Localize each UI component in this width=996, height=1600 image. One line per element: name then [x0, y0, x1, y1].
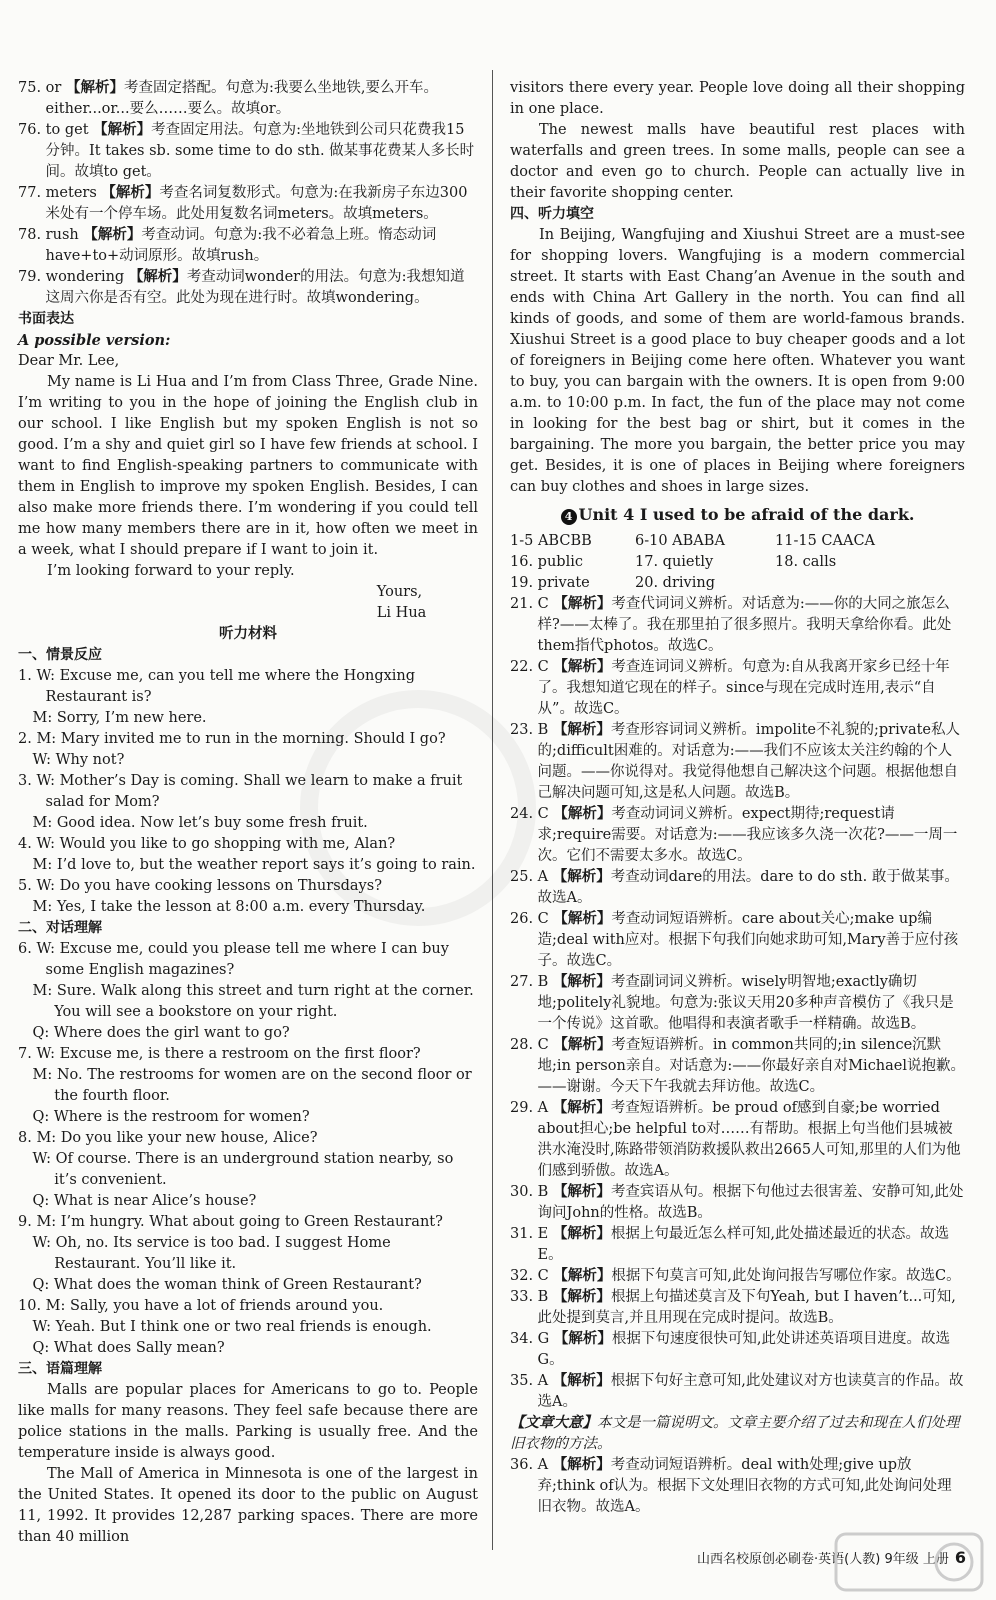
- answer-key-row: [510, 531, 965, 552]
- answer-number: 35. A: [510, 1373, 549, 1389]
- answer-item: [510, 1182, 965, 1224]
- dialog-line: 5. W: Do you have cooking lessons on Thursdays?: [18, 878, 382, 894]
- dialog-line: W: Oh, no. Its service is too bad. I suggest Home Restaurant. You’ll like it.: [32, 1235, 391, 1272]
- answer-item: [510, 657, 965, 720]
- dialog-line: W: Why not?: [32, 752, 125, 768]
- answer-key-grid: [510, 531, 965, 594]
- answer-item: [18, 183, 478, 225]
- dialog-line: 9. M: I’m hungry. What about going to Green Restaurant?: [18, 1214, 443, 1230]
- analysis-tag: 【解析】: [553, 659, 612, 675]
- summary-text: 本文是一篇说明文。文章主要介绍了过去和现在人们处理旧衣物的方法。: [510, 1415, 960, 1452]
- answer-key-cell: 18. calls: [775, 554, 837, 570]
- analysis-text: 考查短语辨析。in common共同的;in silence沉默地;in person亲自。对话意为:——你最好亲自对Michael说抱歉。——谢谢。今天下午我就去拜访他。故选C。: [537, 1037, 966, 1095]
- analysis-text: 根据上句描述莫言及下句Yeah, but I haven’t...可知,此处提到莫言,并且用现在完成时提问。故选B。: [537, 1289, 956, 1326]
- answer-number: 76. to get: [18, 122, 89, 138]
- dialog-line: Q: What is near Alice’s house?: [32, 1193, 257, 1209]
- answer-key-cell: 19. private: [510, 575, 590, 591]
- corner-stamp-logo: [834, 1532, 984, 1592]
- analysis-text: 考查动词短语辨析。care about关心;make up编造;deal with应对。根据下句我们向她求助可知,Mary善于应付孩子。故选C。: [537, 911, 959, 969]
- answer-number: 21. C: [510, 596, 549, 612]
- answer-item: [510, 1266, 965, 1287]
- answer-list-75-79: [18, 78, 478, 309]
- analysis-tag: 【解析】: [552, 1457, 611, 1473]
- analysis-text: 考查固定搭配。句意为:我要么坐地铁,要么开车。either...or...要么……要么。故填or。: [45, 80, 438, 117]
- left-column: [18, 78, 478, 1548]
- analysis-tag: 【解析】: [553, 1037, 612, 1053]
- answer-item: [510, 1035, 965, 1098]
- analysis-tag: 【解析】: [65, 80, 124, 96]
- analysis-tag: 【解析】: [552, 722, 611, 738]
- letter-signature: Li Hua: [376, 605, 427, 621]
- answer-item: [510, 867, 965, 909]
- analysis-text: 考查副词词义辨析。wisely明智地;exactly确切地;politely礼貌地。句意为:张议天用20多种声音模仿了《我只是一个传说》这首歌。他唱得和表演者歌手一样精确。故选B。: [537, 974, 954, 1032]
- article-summary: [510, 1413, 965, 1455]
- dialog-line: 10. M: Sally, you have a lot of friends around you.: [18, 1298, 384, 1314]
- section-1-dialogs: [18, 666, 478, 918]
- dialog-line: 2. M: Mary invited me to run in the morning. Should I go?: [18, 731, 446, 747]
- listening-title: 听力材料: [219, 626, 277, 642]
- analysis-tag: 【解析】: [553, 1331, 612, 1347]
- analysis-tag: 【解析】: [552, 869, 611, 885]
- answer-key-cell: 11-15 CAACA: [775, 533, 876, 549]
- answer-list-21-35: [510, 594, 965, 1413]
- summary-tag: 【文章大意】: [510, 1415, 597, 1431]
- analysis-tag: 【解析】: [101, 185, 160, 201]
- answer-item: [18, 120, 478, 183]
- analysis-tag: 【解析】: [553, 596, 612, 612]
- analysis-text: 考查动词词义辨析。expect期待;request请求;require需要。对话意为:——我应该多久浇一次花?——一周一次。它们不需要太多水。故选C。: [537, 806, 958, 864]
- answer-number: 36. A: [510, 1457, 549, 1473]
- answer-number: 24. C: [510, 806, 549, 822]
- answer-number: 29. A: [510, 1100, 549, 1116]
- analysis-text: 考查形容词词义辨析。impolite不礼貌的;private私人的;difficult困难的。对话意为:——我们不应该太关注约翰的个人问题。——你说得对。我觉得他想自己解决这个问题。根据他想自己解决问题可知,这是私人问题。故选B。: [537, 722, 960, 801]
- section-3-title: 三、语篇理解: [18, 1361, 102, 1377]
- analysis-tag: 【解析】: [552, 1373, 611, 1389]
- section-2-title: 二、对话理解: [18, 920, 102, 936]
- answer-key-cell: 20. driving: [635, 575, 715, 591]
- passage-malls-p2: The Mall of America in Minnesota is one of the largest in the United States. It opened its door to the public on August 11, 1992. It provides 12,287 parking spaces. There are more than 40 million: [18, 1466, 478, 1545]
- unit-title: Unit 4 I used to be afraid of the dark.: [578, 505, 915, 524]
- answer-number: 79. wondering: [18, 269, 125, 285]
- dialog-line: 4. W: Would you like to go shopping with me, Alan?: [18, 836, 396, 852]
- dialog-line: W: Yeah. But I think one or two real friends is enough.: [32, 1319, 432, 1335]
- analysis-text: 考查短语辨析。be proud of感到自豪;be worried about担心;be helpful to对……有帮助。根据上句当他们县城被洪水淹没时,陈路带领消防救援队救出2665人可知,那里的人们为他们感到骄傲。故选A。: [537, 1100, 961, 1179]
- right-column: [510, 78, 965, 1518]
- letter-closing: Yours,: [376, 584, 423, 600]
- dialog-line: 3. W: Mother’s Day is coming. Shall we learn to make a fruit salad for Mom?: [18, 773, 463, 810]
- dialog-line: W: Of course. There is an underground station nearby, so it’s convenient.: [32, 1151, 454, 1188]
- answer-item: [18, 78, 478, 120]
- analysis-tag: 【解析】: [552, 1226, 611, 1242]
- answer-number: 25. A: [510, 869, 549, 885]
- dialog-line: M: No. The restrooms for women are on the second floor or the fourth floor.: [32, 1067, 472, 1104]
- page-number: 6: [954, 1548, 966, 1567]
- answer-key-cell: 1-5 ABCBB: [510, 533, 592, 549]
- analysis-tag: 【解析】: [552, 974, 611, 990]
- answer-item: [510, 1224, 965, 1266]
- answer-number: 23. B: [510, 722, 549, 738]
- analysis-text: 考查动词wonder的用法。句意为:我想知道这周六你是否有空。此处为现在进行时。故填wondering。: [45, 269, 465, 306]
- answer-number: 26. C: [510, 911, 549, 927]
- letter-closing-line: I’m looking forward to your reply.: [47, 563, 295, 579]
- analysis-tag: 【解析】: [552, 1289, 611, 1305]
- analysis-tag: 【解析】: [553, 806, 612, 822]
- answer-item: [510, 909, 965, 972]
- analysis-tag: 【解析】: [552, 1184, 611, 1200]
- passage-beijing: In Beijing, Wangfujing and Xiushui Street are a must-see for shopping lovers. Wangfujing is a modern commercial street. It starts with East Chang’an Avenue in the south and ends with China Art Gallery in the north. You can find all kinds of goods, and some of them are world-famous brands. Xiushui Street is a good place to buy cheaper goods and a lot of foreigners in Beijing come here often. Whatever you want to buy, you can bargain with the owners. It is open from 9:00 a.m. to 10:00 p.m. In fact, the fun of the place may not come in looking for the best bag or shirt, but it comes in the bargaining. The more you bargain, the better price you may get. Besides, it is one of places in Beijing where foreigners can buy clothes and shoes in large sizes.: [510, 227, 965, 495]
- book-title: 山西名校原创必刷卷·英语(人教) 9年级 上册: [697, 1552, 949, 1567]
- answer-item: [510, 1329, 965, 1371]
- answer-number: 34. G: [510, 1331, 550, 1347]
- passage-malls-p1: Malls are popular places for Americans to go to. People like malls for many reasons. They feel safe because there are police stations in the malls. Parking is usually free. And the temperature inside is always good.: [18, 1382, 478, 1461]
- answer-number: 27. B: [510, 974, 549, 990]
- section-2-dialogs: [18, 939, 478, 1359]
- analysis-tag: 【解析】: [128, 269, 187, 285]
- analysis-tag: 【解析】: [553, 911, 612, 927]
- letter-body: My name is Li Hua and I’m from Class Three, Grade Nine. I’m writing to you in the hope of joining the English club in our school. I like English but my spoken English is not so good. I’m a shy and quiet girl so I have few friends at school. I want to find English-speaking partners to communicate with them in English to improve my spoken English. Besides, I can also make more friends there. I’m wondering if you could tell me how many members there are in it, how often we meet in a week, what I should prepare if I want to join it.: [18, 374, 478, 558]
- answer-number: 75. or: [18, 80, 62, 96]
- analysis-text: 考查动词。句意为:我不必着急上班。惰态动词have+to+动词原形。故填rush。: [45, 227, 437, 264]
- dialog-line: M: Good idea. Now let’s buy some fresh fruit.: [32, 815, 368, 831]
- analysis-text: 考查连词词义辨析。句意为:自从我离开家乡已经十年了。我想知道它现在的样子。since与现在完成时连用,表示“自从”。故选C。: [537, 659, 950, 717]
- answer-key-cell: 17. quietly: [635, 554, 714, 570]
- analysis-text: 考查名词复数形式。句意为:在我新房子东边300米处有一个停车场。此处用复数名词meters。故填meters。: [45, 185, 468, 222]
- answer-number: 28. C: [510, 1037, 549, 1053]
- answer-key-row: [510, 573, 965, 594]
- analysis-text: 根据下句速度很快可知,此处讲述英语项目进度。故选G。: [537, 1331, 950, 1368]
- dialog-line: M: I’d love to, but the weather report says it’s going to rain.: [32, 857, 476, 873]
- dialog-line: Q: Where does the girl want to go?: [32, 1025, 290, 1041]
- answer-36: [510, 1455, 965, 1518]
- answer-number: 33. B: [510, 1289, 549, 1305]
- dialog-line: Q: What does Sally mean?: [32, 1340, 225, 1356]
- analysis-text: 根据下句莫言可知,此处询问报告写哪位作家。故选C。: [611, 1268, 961, 1284]
- passage-malls-continued: visitors there every year. People love doing all their shopping in one place.: [510, 80, 965, 117]
- letter-greeting: Dear Mr. Lee,: [18, 353, 120, 369]
- analysis-tag: 【解析】: [83, 227, 142, 243]
- answer-item: [18, 267, 478, 309]
- answer-number: 30. B: [510, 1184, 549, 1200]
- answer-item: [510, 720, 965, 804]
- answer-key-cell: 16. public: [510, 554, 583, 570]
- dialog-line: 8. M: Do you like your new house, Alice?: [18, 1130, 318, 1146]
- section-4-title: 四、听力填空: [510, 206, 594, 222]
- dialog-line: Q: Where is the restroom for women?: [32, 1109, 310, 1125]
- answer-number: 31. E: [510, 1226, 549, 1242]
- answer-item: [510, 1098, 965, 1182]
- answer-item: [510, 1371, 965, 1413]
- writing-title: 书面表达: [18, 311, 74, 327]
- dialog-line: M: Sorry, I’m new here.: [32, 710, 207, 726]
- answer-item: [510, 1287, 965, 1329]
- dialog-line: M: Yes, I take the lesson at 8:00 a.m. every Thursday.: [32, 899, 426, 915]
- section-1-title: 一、情景反应: [18, 647, 102, 663]
- analysis-text: 根据上句最近怎么样可知,此处描述最近的状态。故选E。: [537, 1226, 949, 1263]
- answer-item: [18, 225, 478, 267]
- dialog-line: 7. W: Excuse me, is there a restroom on the first floor?: [18, 1046, 421, 1062]
- analysis-text: 考查代词词义辨析。对话意为:——你的大同之旅怎么样?——太棒了。我在那里拍了很多照片。我明天拿给你看。此处them指代photos。故选C。: [537, 596, 952, 654]
- answer-key-row: [510, 552, 965, 573]
- analysis-text: 根据下句好主意可知,此处建议对方也读莫言的作品。故选A。: [537, 1373, 964, 1410]
- answer-number: 22. C: [510, 659, 549, 675]
- dialog-line: M: Sure. Walk along this street and turn right at the corner. You will see a bookstore on your right.: [32, 983, 474, 1020]
- unit-heading: [510, 504, 965, 525]
- analysis-tag: 【解析】: [553, 1268, 612, 1284]
- answer-item: [510, 594, 965, 657]
- analysis-text: 考查宾语从句。根据下句他过去很害羞、安静可知,此处询问John的性格。故选B。: [537, 1184, 964, 1221]
- version-label: A possible version:: [18, 332, 171, 349]
- analysis-text: 考查动词dare的用法。dare to do sth. 敢于做某事。故选A。: [537, 869, 959, 906]
- answer-item: [510, 972, 965, 1035]
- answer-number: 77. meters: [18, 185, 97, 201]
- dialog-line: 6. W: Excuse me, could you please tell me where I can buy some English magazines?: [18, 941, 449, 978]
- dialog-line: 1. W: Excuse me, can you tell me where the Hongxing Restaurant is?: [18, 668, 416, 705]
- answer-key-cell: 6-10 ABABA: [635, 533, 725, 549]
- answer-item: [510, 804, 965, 867]
- answer-number: 32. C: [510, 1268, 549, 1284]
- analysis-tag: 【解析】: [93, 122, 152, 138]
- analysis-text: 考查动词短语辨析。deal with处理;give up放弃;think of认为。根据下文处理旧衣物的方式可知,此处询问处理旧衣物。故选A。: [537, 1457, 952, 1515]
- analysis-tag: 【解析】: [552, 1100, 611, 1116]
- unit-number-badge: 4: [561, 509, 577, 525]
- answer-number: 78. rush: [18, 227, 79, 243]
- passage-malls-p3: The newest malls have beautiful rest places with waterfalls and green trees. In some malls, people can see a doctor and even go to church. People can actually live in their favorite shopping center.: [510, 122, 965, 201]
- analysis-text: 考查固定用法。句意为:坐地铁到公司只花费我15分钟。It takes sb. some time to do sth. 做某事花费某人多长时间。故填to get。: [45, 122, 475, 180]
- dialog-line: Q: What does the woman think of Green Restaurant?: [32, 1277, 422, 1293]
